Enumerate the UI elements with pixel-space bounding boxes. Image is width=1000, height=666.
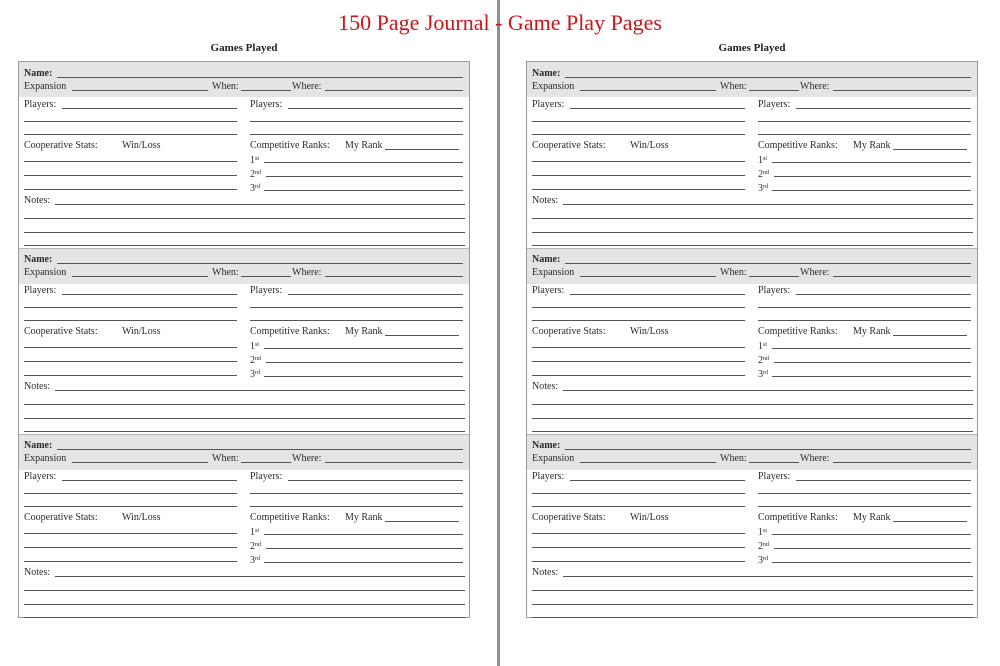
rank-suffix: rd	[763, 556, 768, 562]
competitive-ranks-label: Competitive Ranks:	[758, 140, 838, 151]
rank-suffix: rd	[763, 370, 768, 376]
rank-suffix: st	[255, 156, 260, 162]
notes-field[interactable]	[24, 431, 465, 432]
competitive-ranks-label: Competitive Ranks:	[758, 512, 838, 523]
rank-1st-field[interactable]	[772, 162, 971, 163]
notes-field[interactable]	[24, 218, 465, 219]
page-divider	[497, 0, 500, 666]
cooperative-stats-field[interactable]	[532, 561, 745, 562]
players-field[interactable]	[570, 480, 745, 481]
rank-suffix: rd	[763, 184, 768, 190]
rank-suffix: rd	[255, 556, 260, 562]
players-label: Players:	[758, 471, 791, 482]
rank-3rd-field[interactable]	[264, 376, 463, 377]
notes-field[interactable]	[24, 245, 465, 246]
notes-field[interactable]	[532, 218, 973, 219]
players-field[interactable]	[24, 506, 237, 507]
where-field[interactable]	[325, 462, 463, 463]
cooperative-stats-label: Cooperative Stats:	[532, 326, 606, 337]
players-label: Players:	[24, 285, 57, 296]
players-field[interactable]	[250, 493, 463, 494]
expansion-field[interactable]	[580, 276, 716, 277]
notes-field[interactable]	[55, 390, 465, 391]
cooperative-stats-field[interactable]	[24, 361, 237, 362]
rank-3rd-label	[758, 181, 768, 195]
rank-2nd-label	[250, 539, 261, 553]
win-loss-label: Win/Loss	[122, 512, 161, 523]
rank-1st-field[interactable]	[772, 534, 971, 535]
notes-field[interactable]	[24, 418, 465, 419]
rank-1st-field[interactable]	[264, 534, 463, 535]
cooperative-stats-field[interactable]	[24, 175, 237, 176]
notes-field[interactable]	[532, 590, 973, 591]
players-label: Players:	[250, 99, 283, 110]
notes-field[interactable]	[532, 418, 973, 419]
cooperative-stats-field[interactable]	[532, 375, 745, 376]
rank-3rd-field[interactable]	[264, 562, 463, 563]
my-rank-label: My Rank	[345, 512, 383, 523]
notes-field[interactable]	[563, 576, 973, 577]
entry-header	[527, 62, 977, 97]
players-field[interactable]	[532, 134, 745, 135]
where-label: Where:	[292, 453, 322, 464]
cooperative-stats-field[interactable]	[532, 161, 745, 162]
players-field[interactable]	[796, 480, 971, 481]
notes-label: Notes:	[532, 567, 559, 578]
rank-suffix: rd	[255, 184, 260, 190]
expansion-field[interactable]	[580, 462, 716, 463]
rank-3rd-label	[250, 181, 260, 195]
players-field[interactable]	[570, 108, 745, 109]
when-label: When:	[720, 81, 747, 92]
my-rank-field[interactable]	[385, 335, 459, 336]
players-field[interactable]	[758, 320, 971, 321]
players-field[interactable]	[250, 307, 463, 308]
rank-2nd-label	[758, 167, 769, 181]
when-label: When:	[720, 267, 747, 278]
cooperative-stats-field[interactable]	[24, 161, 237, 162]
notes-field[interactable]	[532, 431, 973, 432]
rank-suffix: nd	[763, 542, 769, 548]
game-log-form	[526, 61, 978, 618]
players-field[interactable]	[288, 108, 463, 109]
rank-suffix: st	[255, 528, 260, 534]
players-field[interactable]	[532, 307, 745, 308]
expansion-label: Expansion	[532, 81, 575, 92]
competitive-ranks-label: Competitive Ranks:	[250, 512, 330, 523]
where-label: Where:	[800, 81, 830, 92]
players-field[interactable]	[758, 307, 971, 308]
notes-label: Notes:	[532, 195, 559, 206]
cooperative-stats-field[interactable]	[24, 375, 237, 376]
rank-number: 2	[250, 355, 255, 366]
where-field[interactable]	[325, 90, 463, 91]
players-field[interactable]	[532, 493, 745, 494]
cooperative-stats-field[interactable]	[24, 547, 237, 548]
players-label: Players:	[532, 471, 565, 482]
name-field[interactable]	[565, 449, 971, 450]
expansion-field[interactable]	[72, 276, 208, 277]
entry-header	[527, 248, 977, 284]
cooperative-stats-label: Cooperative Stats:	[24, 326, 98, 337]
cooperative-stats-label: Cooperative Stats:	[532, 140, 606, 151]
players-field[interactable]	[250, 320, 463, 321]
rank-3rd-label	[250, 367, 260, 381]
players-field[interactable]	[532, 320, 745, 321]
notes-field[interactable]	[532, 245, 973, 246]
rank-3rd-field[interactable]	[772, 190, 971, 191]
rank-number: 2	[758, 541, 763, 552]
where-field[interactable]	[833, 462, 971, 463]
expansion-field[interactable]	[72, 462, 208, 463]
win-loss-label: Win/Loss	[630, 326, 669, 337]
rank-1st-label	[758, 153, 767, 167]
where-label: Where:	[292, 81, 322, 92]
right-page	[526, 0, 986, 666]
rank-1st-label	[250, 153, 259, 167]
players-field[interactable]	[288, 294, 463, 295]
players-field[interactable]	[758, 134, 971, 135]
page-title: Games Played	[718, 42, 786, 54]
rank-3rd-field[interactable]	[772, 376, 971, 377]
players-label: Players:	[532, 99, 565, 110]
rank-2nd-field[interactable]	[774, 176, 971, 177]
rank-number: 1	[250, 527, 255, 538]
my-rank-field[interactable]	[893, 149, 967, 150]
name-label: Name:	[532, 440, 561, 451]
rank-3rd-label	[758, 367, 768, 381]
cooperative-stats-field[interactable]	[24, 189, 237, 190]
where-label: Where:	[800, 267, 830, 278]
rank-2nd-field[interactable]	[266, 362, 463, 363]
when-field[interactable]	[241, 90, 291, 91]
when-field[interactable]	[749, 90, 799, 91]
notes-label: Notes:	[24, 381, 51, 392]
rank-number: 2	[758, 355, 763, 366]
game-entry	[19, 248, 469, 434]
rank-suffix: nd	[763, 356, 769, 362]
name-field[interactable]	[565, 77, 971, 78]
players-field[interactable]	[532, 121, 745, 122]
name-label: Name:	[24, 68, 53, 79]
my-rank-field[interactable]	[893, 521, 967, 522]
game-entry	[527, 434, 977, 620]
players-field[interactable]	[532, 506, 745, 507]
expansion-label: Expansion	[24, 453, 67, 464]
rank-suffix: st	[763, 342, 768, 348]
notes-field[interactable]	[24, 404, 465, 405]
players-label: Players:	[24, 99, 57, 110]
cooperative-stats-field[interactable]	[532, 547, 745, 548]
win-loss-label: Win/Loss	[122, 140, 161, 151]
notes-field[interactable]	[532, 404, 973, 405]
journal-banner: 150 Page Journal - Game Play Pages	[338, 10, 662, 35]
rank-3rd-field[interactable]	[772, 562, 971, 563]
game-entry	[19, 434, 469, 620]
entry-header	[19, 62, 469, 97]
name-field[interactable]	[57, 77, 463, 78]
game-entry	[527, 62, 977, 248]
rank-2nd-label	[758, 539, 769, 553]
name-field[interactable]	[57, 263, 463, 264]
win-loss-label: Win/Loss	[630, 512, 669, 523]
rank-number: 1	[250, 341, 255, 352]
rank-2nd-field[interactable]	[266, 548, 463, 549]
players-field[interactable]	[758, 493, 971, 494]
rank-number: 1	[758, 527, 763, 538]
my-rank-field[interactable]	[893, 335, 967, 336]
rank-3rd-label	[250, 553, 260, 567]
rank-suffix: st	[763, 156, 768, 162]
rank-1st-field[interactable]	[772, 348, 971, 349]
name-label: Name:	[24, 254, 53, 265]
notes-field[interactable]	[532, 232, 973, 233]
players-label: Players:	[24, 471, 57, 482]
cooperative-stats-label: Cooperative Stats:	[532, 512, 606, 523]
when-label: When:	[212, 267, 239, 278]
rank-3rd-label	[758, 553, 768, 567]
competitive-ranks-label: Competitive Ranks:	[250, 140, 330, 151]
players-field[interactable]	[24, 121, 237, 122]
cooperative-stats-field[interactable]	[532, 189, 745, 190]
rank-2nd-field[interactable]	[266, 176, 463, 177]
page-title: Games Played	[210, 42, 278, 54]
rank-number: 3	[758, 555, 763, 566]
rank-1st-label	[250, 525, 259, 539]
win-loss-label: Win/Loss	[122, 326, 161, 337]
players-field[interactable]	[62, 294, 237, 295]
notes-field[interactable]	[24, 232, 465, 233]
rank-suffix: nd	[763, 170, 769, 176]
expansion-field[interactable]	[580, 90, 716, 91]
players-field[interactable]	[250, 121, 463, 122]
notes-field[interactable]	[563, 390, 973, 391]
rank-3rd-field[interactable]	[264, 190, 463, 191]
cooperative-stats-field[interactable]	[532, 533, 745, 534]
where-field[interactable]	[833, 276, 971, 277]
rank-1st-field[interactable]	[264, 348, 463, 349]
when-field[interactable]	[241, 276, 291, 277]
expansion-label: Expansion	[24, 81, 67, 92]
when-label: When:	[212, 453, 239, 464]
rank-number: 3	[250, 183, 255, 194]
name-field[interactable]	[565, 263, 971, 264]
cooperative-stats-field[interactable]	[532, 361, 745, 362]
my-rank-label: My Rank	[345, 326, 383, 337]
my-rank-label: My Rank	[853, 512, 891, 523]
notes-label: Notes:	[532, 381, 559, 392]
cooperative-stats-label: Cooperative Stats:	[24, 140, 98, 151]
players-field[interactable]	[288, 480, 463, 481]
rank-number: 1	[758, 155, 763, 166]
rank-number: 3	[250, 369, 255, 380]
when-label: When:	[212, 81, 239, 92]
players-field[interactable]	[250, 506, 463, 507]
name-field[interactable]	[57, 449, 463, 450]
notes-field[interactable]	[24, 604, 465, 605]
game-entry	[527, 248, 977, 434]
where-field[interactable]	[325, 276, 463, 277]
players-label: Players:	[250, 471, 283, 482]
cooperative-stats-label: Cooperative Stats:	[24, 512, 98, 523]
when-label: When:	[720, 453, 747, 464]
rank-2nd-label	[250, 353, 261, 367]
players-field[interactable]	[62, 108, 237, 109]
players-field[interactable]	[24, 320, 237, 321]
rank-suffix: nd	[255, 356, 261, 362]
rank-1st-label	[250, 339, 259, 353]
players-field[interactable]	[796, 108, 971, 109]
notes-field[interactable]	[55, 576, 465, 577]
players-field[interactable]	[758, 506, 971, 507]
competitive-ranks-label: Competitive Ranks:	[250, 326, 330, 337]
name-label: Name:	[532, 254, 561, 265]
rank-number: 3	[758, 369, 763, 380]
my-rank-field[interactable]	[385, 521, 459, 522]
rank-2nd-field[interactable]	[774, 548, 971, 549]
rank-suffix: st	[763, 528, 768, 534]
left-page	[18, 0, 478, 666]
rank-2nd-label	[758, 353, 769, 367]
cooperative-stats-field[interactable]	[532, 175, 745, 176]
rank-1st-field[interactable]	[264, 162, 463, 163]
players-field[interactable]	[62, 480, 237, 481]
cooperative-stats-field[interactable]	[532, 347, 745, 348]
players-field[interactable]	[24, 493, 237, 494]
notes-field[interactable]	[55, 204, 465, 205]
players-field[interactable]	[758, 121, 971, 122]
expansion-label: Expansion	[532, 453, 575, 464]
competitive-ranks-label: Competitive Ranks:	[758, 326, 838, 337]
notes-field[interactable]	[24, 617, 465, 618]
notes-field[interactable]	[532, 604, 973, 605]
notes-label: Notes:	[24, 195, 51, 206]
players-field[interactable]	[570, 294, 745, 295]
notes-field[interactable]	[563, 204, 973, 205]
players-label: Players:	[758, 285, 791, 296]
my-rank-label: My Rank	[345, 140, 383, 151]
rank-number: 2	[250, 169, 255, 180]
rank-number: 2	[758, 169, 763, 180]
where-field[interactable]	[833, 90, 971, 91]
entry-header	[527, 434, 977, 470]
rank-2nd-field[interactable]	[774, 362, 971, 363]
rank-number: 1	[250, 155, 255, 166]
notes-label: Notes:	[24, 567, 51, 578]
my-rank-label: My Rank	[853, 140, 891, 151]
when-field[interactable]	[241, 462, 291, 463]
expansion-label: Expansion	[24, 267, 67, 278]
cooperative-stats-field[interactable]	[24, 347, 237, 348]
rank-number: 3	[250, 555, 255, 566]
rank-1st-label	[758, 525, 767, 539]
rank-number: 1	[758, 341, 763, 352]
rank-suffix: st	[255, 342, 260, 348]
players-label: Players:	[532, 285, 565, 296]
cooperative-stats-field[interactable]	[24, 561, 237, 562]
game-entry	[19, 62, 469, 248]
where-label: Where:	[800, 453, 830, 464]
players-field[interactable]	[796, 294, 971, 295]
notes-field[interactable]	[24, 590, 465, 591]
players-field[interactable]	[24, 134, 237, 135]
rank-2nd-label	[250, 167, 261, 181]
players-label: Players:	[250, 285, 283, 296]
when-field[interactable]	[749, 276, 799, 277]
rank-number: 2	[250, 541, 255, 552]
players-label: Players:	[758, 99, 791, 110]
rank-number: 3	[758, 183, 763, 194]
notes-field[interactable]	[532, 617, 973, 618]
expansion-field[interactable]	[72, 90, 208, 91]
players-field[interactable]	[24, 307, 237, 308]
when-field[interactable]	[749, 462, 799, 463]
my-rank-field[interactable]	[385, 149, 459, 150]
entry-header	[19, 434, 469, 470]
rank-1st-label	[758, 339, 767, 353]
rank-suffix: nd	[255, 170, 261, 176]
cooperative-stats-field[interactable]	[24, 533, 237, 534]
my-rank-label: My Rank	[853, 326, 891, 337]
name-label: Name:	[24, 440, 53, 451]
game-log-form	[18, 61, 470, 618]
win-loss-label: Win/Loss	[630, 140, 669, 151]
where-label: Where:	[292, 267, 322, 278]
players-field[interactable]	[250, 134, 463, 135]
name-label: Name:	[532, 68, 561, 79]
expansion-label: Expansion	[532, 267, 575, 278]
rank-suffix: rd	[255, 370, 260, 376]
entry-header	[19, 248, 469, 284]
rank-suffix: nd	[255, 542, 261, 548]
